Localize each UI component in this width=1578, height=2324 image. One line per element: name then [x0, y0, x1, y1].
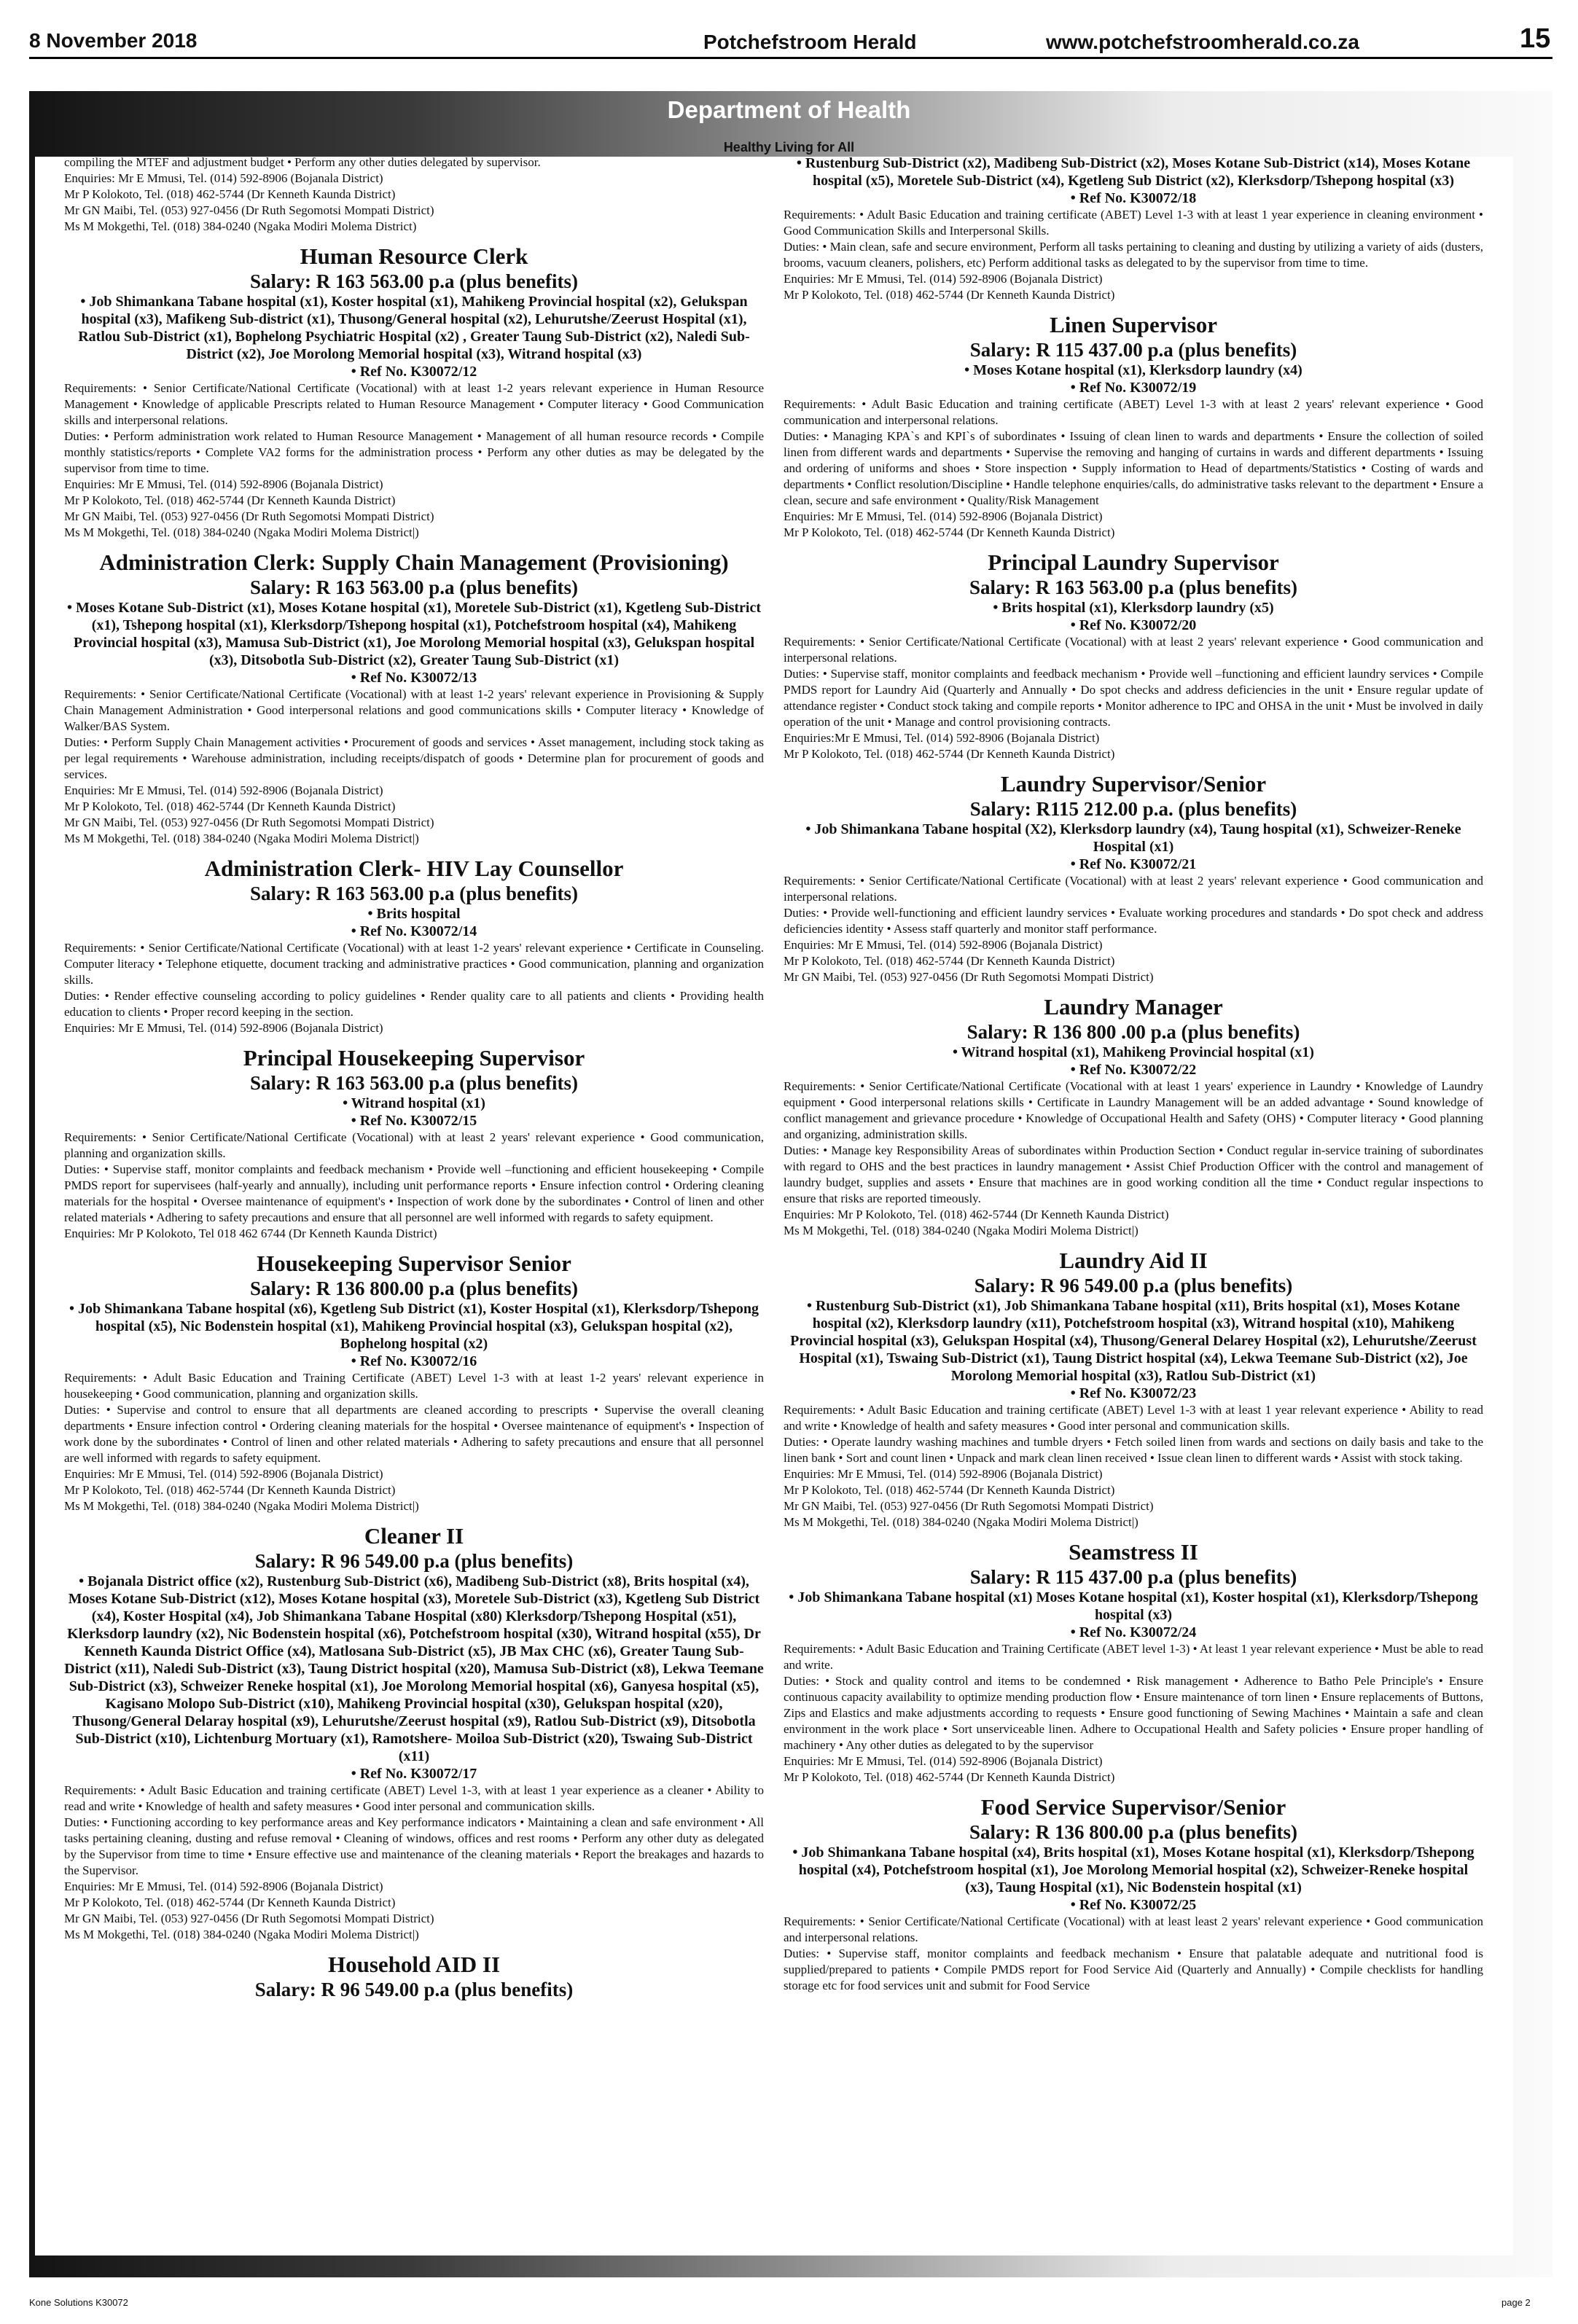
job-locations: • Witrand hospital (x1) — [343, 1095, 485, 1111]
enquiry-line: Mr GN Maibi, Tel. (053) 927-0456 (Dr Ruth Segomotsi Mompati District) — [64, 1912, 434, 1925]
enquiry-line: Mr GN Maibi, Tel. (053) 927-0456 (Dr Ruth Segomotsi Mompati District) — [64, 203, 434, 217]
job-salary: Salary: R 136 800.00 p.a (plus benefits) — [249, 1278, 579, 1299]
job-ref: • Ref No. K30072/12 — [351, 364, 477, 380]
job-salary: Salary: R 163 563.00 p.a (plus benefits) — [249, 883, 579, 904]
enquiry-line: Enquiries: Mr E Mmusi, Tel. (014) 592-8906 (Bojanala District) — [64, 1021, 383, 1035]
job-ref: • Ref No. K30072/14 — [351, 923, 477, 939]
job-requirements: Requirements: • Senior Certificate/National Certificate (Vocational) with at least 1-2 years' relevant experience • Certificate in Counseling. Computer literacy • Telephone etiquette, document tracking and administrative practices • Good communication, planning and organization skills. — [64, 941, 764, 987]
enquiry-line: Ms M Mokgethi, Tel. (018) 384-0240 (Ngaka Modiri Molema District) — [64, 219, 417, 233]
job-listing — [64, 856, 764, 1036]
enquiry-line: Ms M Mokgethi, Tel. (018) 384-0240 (Ngaka Modiri Molema District|) — [64, 832, 419, 845]
job-duties: Duties: • Operate laundry washing machines and tumble dryers • Fetch soiled linen from wards and sections on daily basis and take to the linen bank • Sort and count linen • Unpack and mark clean linen received • Issue clean linen to different wards • Assist with stock taking. — [784, 1435, 1483, 1465]
job-duties: Duties: • Stock and quality control and items to be condemned • Risk management • Adherence to Batho Pele Principle's • Ensure continuous capacity availability to optimize mending production flow • Ensure maintenance of torn linen • Ensure replacements of Buttons, Zips and Elastics and make adjustments according to requests • Ensure good functioning of Sewing Machines • Maintain a safe and clean environment in the work place • Sort unserviceable linen. Adhere to Occupational Health and Safety policies • Ensure proper handling of machinery • Any other duties as delegated to by the supervisor — [784, 1674, 1483, 1752]
enquiry-line: Mr P Kolokoto, Tel. (018) 462-5744 (Dr Kenneth Kaunda District) — [784, 288, 1115, 302]
job-salary: Salary: R 115 437.00 p.a (plus benefits) — [969, 1566, 1297, 1588]
enquiry-line: Mr P Kolokoto, Tel. (018) 462-5744 (Dr Kenneth Kaunda District) — [64, 799, 396, 813]
job-locations: • Job Shimankana Tabane hospital (x4), Brits hospital (x1), Moses Kotane hospital (x1), Klerksdorp/Tshepong hospital (x4), Potchefstroom hospital (x1), Joe Morolong Memorial hospital (x2), Schweizer-Reneke hospital (x3), Taung Hospital (x1), Nic Bodenstein hospital (x1) — [792, 1844, 1475, 1895]
job-locations: • Job Shimankana Tabane hospital (x6), Kgetleng Sub District (x1), Koster Hospital (x1), Klerksdorp/Tshepong hospital (x5), Nic Bodenstein hospital (x1), Mahikeng Provincial hospital (x3), Gelukspan hospital (x2), Bophelong hospital (x2) — [69, 1301, 759, 1352]
job-listing — [64, 1045, 764, 1242]
enquiry-line: Mr P Kolokoto, Tel. (018) 462-5744 (Dr Kenneth Kaunda District) — [784, 525, 1115, 539]
job-listing — [784, 312, 1483, 541]
job-title: Principal Laundry Supervisor — [988, 549, 1279, 575]
job-ref: • Ref No. K30072/23 — [1070, 1385, 1197, 1401]
enquiry-line: Mr P Kolokoto, Tel. (018) 462-5744 (Dr Kenneth Kaunda District) — [784, 747, 1115, 761]
job-duties: Duties: • Supervise staff, monitor complaints and feedback mechanism • Provide well –functioning and efficient laundry services • Compile PMDS report for Laundry Aid (Quarterly and Annually • Do spot checks and address deficiencies in the unit • Ensure regular update of attendance register • Conduct stock taking and compile reports • Monitor adherence to IPC and OHSA in the unit • Must be involved in daily operation of the unit • Manage and control provisioning contracts. — [784, 667, 1483, 729]
job-requirements: Requirements: • Senior Certificate/National Certificate (Vocational) with at least 1-2 years' relevant experience in Provisioning & Supply Chain Management Administration • Good interpersonal relations and good communications skills • Computer literacy • Knowledge of Walker/BAS System. — [64, 687, 764, 733]
job-title: Laundry Manager — [1044, 994, 1223, 1020]
job-duties: Duties: • Manage key Responsibility Areas of subordinates within Production Section • Conduct regular in-service training of subordinates with regard to OHS and the best practices in laundry management • Assist Chief Production Officer with the control and management of laundry budget, supplies and assets • Ensure that machines are in good working condition all the time • Conduct regular inspections to ensure that risks are reported timeously. — [784, 1143, 1483, 1205]
job-requirements: Requirements: • Senior Certificate/National Certificate (Vocational with at least 1 years' experience in Laundry • Knowledge of Laundry equipment • Good interpersonal relations skills • Certificate in Laundry Management will be an added advantage • Sound knowledge of conflict management and grievance procedure • Knowledge of Occupational Health and Safety (OHS) • Computer literacy • Good planning and organizing, administration skills. — [784, 1079, 1483, 1141]
job-duties: Duties: • Perform Supply Chain Management activities • Procurement of goods and services • Asset management, including stock taking as per legal requirements • Warehouse administration, including receipts/dispatch of goods • Determine plan for procurement of goods and services. — [64, 735, 764, 781]
job-requirements: Requirements: • Senior Certificate/National Certificate (Vocational) with at least 1-2 years relevant experience in Human Resource Management • Knowledge of applicable Prescripts related to Human Resource Management • Computer literacy • Good Communication skills and interpersonal relations. — [64, 381, 764, 427]
job-locations: • Brits hospital — [367, 906, 461, 922]
enquiry-line: Ms M Mokgethi, Tel. (018) 384-0240 (Ngaka Modiri Molema District|) — [784, 1224, 1138, 1237]
enquiry-line: Enquiries: Mr E Mmusi, Tel. (014) 592-8906 (Bojanala District) — [784, 1754, 1103, 1768]
job-listing — [784, 1248, 1483, 1530]
job-requirements: Requirements: • Adult Basic Education and Training Certificate (ABET) Level 1-3 with at least 1-2 years' relevant experience in housekeeping • Good communication, planning and organization skills. — [64, 1371, 764, 1401]
job-salary: Salary: R 136 800 .00 p.a (plus benefits) — [966, 1021, 1300, 1043]
job-salary: Salary: R 136 800.00 p.a (plus benefits) — [969, 1821, 1298, 1843]
job-requirements: Requirements: • Senior Certificate/National Certificate (Vocational) with at least least 2 years' relevant experience • Good communication and interpersonal relations. — [784, 1914, 1483, 1944]
job-locations: • Rustenburg Sub-District (x2), Madibeng Sub-District (x2), Moses Kotane Sub-District (x14), Moses Kotane hospital (x5), Moretele Sub-District (x4), Kgetleng Sub District (x2), Klerksdorp/Tshepong hospital (x3) — [796, 155, 1471, 189]
job-locations: • Bojanala District office (x2), Rustenburg Sub-District (x6), Madibeng Sub-District (x8), Brits hospital (x4), Moses Kotane Sub-District (x12), Moses Kotane hospital (x3), Moretele Sub-District (x3), Kgetleng Sub District (x4), Koster Hospital (x4), Job Shimankana Tabane Hospital (x80) Klerksdorp/Tshepong Hospital (x51), Klerksdorp laundry (x2), Nic Bodenstein hospital (x6), Potchefstroom hospital (x30), Witrand hospital (x55), Dr Kenneth Kaunda District Office (x4), Matlosana Sub-District (x5), JB Max CHC (x6), Greater Taung Sub-District (x11), Naledi Sub-District (x3), Taung District hospital (x20), Mamusa Sub-District (x8), Lekwa Teemane Sub-District (x3), Schweizer Reneke hospital (x1), Joe Morolong Memorial hospital (x6), Ganyesa hospital (x5), Kagisano Molopo Sub-District (x10), Mahikeng Provincial hospital (x30), Gelukspan hospital (x20), Thusong/General Delaray hospital (x9), Lehurutshe/Zeerust hospital (x9), Ratlou Sub-District (x9), Ditsobotla Sub-District (x10), Lichtenburg Mortuary (x1), Ramotshere- Moiloa Sub-District (x20), Tswaing Sub-District (x11) — [64, 1573, 764, 1764]
issue-date: 8 November 2018 — [29, 29, 198, 52]
enquiry-line: Mr GN Maibi, Tel. (053) 927-0456 (Dr Ruth Segomotsi Mompati District) — [64, 509, 434, 523]
job-salary: Salary: R 96 549.00 p.a (plus benefits) — [254, 1979, 574, 2000]
job-ref: • Ref No. K30072/15 — [351, 1113, 477, 1129]
enquiry-line: Enquiries: Mr E Mmusi, Tel. (014) 592-8906 (Bojanala District) — [64, 1467, 383, 1481]
enquiry-line: Enquiries: Mr E Mmusi, Tel. (014) 592-8906 (Bojanala District) — [64, 1879, 383, 1893]
job-listing — [784, 771, 1483, 985]
job-title: Cleaner II — [364, 1523, 464, 1549]
job-requirements: Requirements: • Adult Basic Education and training certificate (ABET) Level 1-3 with at least 1 year relevant experience • Ability to read and write • Knowledge of health and safety measures • Good inter personal and communication skills. — [784, 1403, 1483, 1433]
enquiry-line: Enquiries: Mr E Mmusi, Tel. (014) 592-8906 (Bojanala District) — [784, 272, 1103, 286]
job-locations: • Witrand hospital (x1), Mahikeng Provincial hospital (x1) — [953, 1044, 1314, 1060]
job-listing — [64, 1523, 764, 1943]
job-title: Principal Housekeeping Supervisor — [243, 1045, 585, 1071]
intro-text: compiling the MTEF and adjustment budget • Perform any other duties delegated by supervisor. — [64, 155, 541, 169]
job-listing — [64, 549, 764, 847]
job-ref: • Ref No. K30072/24 — [1070, 1624, 1197, 1640]
job-listing — [64, 1251, 764, 1514]
job-title: Housekeeping Supervisor Senior — [257, 1251, 571, 1276]
enquiry-line: Mr P Kolokoto, Tel. (018) 462-5744 (Dr Kenneth Kaunda District) — [64, 1895, 396, 1909]
enquiry-line: Enquiries: Mr E Mmusi, Tel. (014) 592-8906 (Bojanala District) — [64, 477, 383, 491]
job-salary: Salary: R 163 563.00 p.a (plus benefits) — [969, 576, 1298, 598]
enquiry-line: Enquiries: Mr E Mmusi, Tel. (014) 592-8906 (Bojanala District) — [784, 1467, 1103, 1481]
footer-page: page 2 — [1501, 2297, 1531, 2308]
job-title: Household AID II — [327, 1952, 501, 1977]
enquiry-line: Mr P Kolokoto, Tel. (018) 462-5744 (Dr Kenneth Kaunda District) — [64, 187, 396, 201]
enquiry-line: Mr P Kolokoto, Tel. (018) 462-5744 (Dr Kenneth Kaunda District) — [64, 493, 396, 507]
job-title: Administration Clerk- HIV Lay Counsellor — [204, 856, 624, 881]
job-ref: • Ref No. K30072/21 — [1070, 856, 1197, 872]
job-requirements: Requirements: • Senior Certificate/National Certificate (Vocational) with at least 2 years' relevant experience • Good communication, planning and organization skills. — [64, 1130, 764, 1160]
job-title: Administration Clerk: Supply Chain Management (Provisioning) — [99, 549, 729, 575]
enquiry-line: Mr GN Maibi, Tel. (053) 927-0456 (Dr Ruth Segomotsi Mompati District) — [784, 1499, 1154, 1513]
job-title: Seamstress II — [1069, 1539, 1198, 1565]
page-number: 15 — [1520, 23, 1551, 54]
enquiry-line: Enquiries: Mr P Kolokoto, Tel. (018) 462-5744 (Dr Kenneth Kaunda District) — [784, 1208, 1169, 1221]
enquiry-line: Mr P Kolokoto, Tel. (018) 462-5744 (Dr Kenneth Kaunda District) — [784, 1770, 1115, 1784]
job-salary: Salary: R 163 563.00 p.a (plus benefits) — [249, 1072, 579, 1094]
enquiry-line: Enquiries: Mr E Mmusi, Tel. (014) 592-8906 (Bojanala District) — [784, 509, 1103, 523]
job-ref: • Ref No. K30072/18 — [1070, 190, 1197, 206]
job-title: Laundry Aid II — [1059, 1248, 1208, 1273]
job-locations: • Job Shimankana Tabane hospital (x1) Moses Kotane hospital (x1), Koster hospital (x1), Klerksdorp/Tshepong hospital (x3) — [789, 1589, 1478, 1623]
job-salary: Salary: R 96 549.00 p.a (plus benefits) — [974, 1275, 1293, 1296]
newspaper-url[interactable]: www.potchefstroomherald.co.za — [1046, 31, 1359, 53]
job-ref: • Ref No. K30072/22 — [1070, 1062, 1197, 1078]
newspaper-name: Potchefstroom Herald — [703, 31, 917, 53]
enquiry-line: Mr P Kolokoto, Tel. (018) 462-5744 (Dr Kenneth Kaunda District) — [64, 1483, 396, 1497]
job-requirements: Requirements: • Adult Basic Education and training certificate (ABET) Level 1-3 with at least 1 year experience in cleaning environment • Good Communication Skills and Interpersonal Skills. — [784, 208, 1483, 238]
job-listing — [784, 1794, 1483, 1994]
enquiry-line: Mr GN Maibi, Tel. (053) 927-0456 (Dr Ruth Segomotsi Mompati District) — [64, 815, 434, 829]
job-locations: • Moses Kotane hospital (x1), Klerksdorp laundry (x4) — [964, 362, 1302, 378]
job-locations: • Brits hospital (x1), Klerksdorp laundry (x5) — [993, 600, 1274, 616]
enquiry-line: Enquiries: Mr E Mmusi, Tel. (014) 592-8906 (Bojanala District) — [64, 171, 383, 185]
footer-credit: Kone Solutions K30072 — [29, 2297, 128, 2308]
job-requirements: Requirements: • Senior Certificate/National Certificate (Vocational) with at least 2 years' relevant experience • Good communication and interpersonal relations. — [784, 635, 1483, 665]
job-listing — [784, 994, 1483, 1239]
enquiry-line: Mr P Kolokoto, Tel. (018) 462-5744 (Dr Kenneth Kaunda District) — [784, 954, 1115, 968]
enquiry-line: Ms M Mokgethi, Tel. (018) 384-0240 (Ngaka Modiri Molema District|) — [64, 525, 419, 539]
enquiry-line: Enquiries: Mr E Mmusi, Tel. (014) 592-8906 (Bojanala District) — [784, 938, 1103, 952]
job-listing — [784, 549, 1483, 762]
job-ref: • Ref No. K30072/17 — [351, 1766, 477, 1782]
job-requirements: Requirements: • Adult Basic Education and training certificate (ABET) Level 1-3 with at least 2 years' relevant experience • Good communication and interpersonal relations. — [784, 397, 1483, 427]
job-duties: Duties: • Managing KPA`s and KPI`s of subordinates • Issuing of clean linen to wards and departments • Ensure the collection of soiled linen from different wards and departments • Supervise the removing and hanging of curtains in wards and different departments • Issuing and ordering of uniforms and shoes • Store inspection • Supply information to Head of departments/Statistics • Costing of wards and departments • Conflict resolution/Discipline • Handle telephone enquiries/calls, do administrative tasks relevant to the department • Ensure a clean, secure and safe environment • Quality/Risk Management — [784, 429, 1483, 507]
job-ref: • Ref No. K30072/16 — [351, 1353, 477, 1369]
job-locations: • Job Shimankana Tabane hospital (X2), Klerksdorp laundry (x4), Taung hospital (x1), Schweizer-Reneke Hospital (x1) — [805, 821, 1461, 855]
right-column — [784, 154, 1483, 1994]
department-motto: Healthy Living for All — [723, 140, 855, 154]
job-duties: Duties: • Render effective counseling according to policy guidelines • Render quality care to all patients and clients • Providing health education to clients • Proper record keeping in the section. — [64, 989, 764, 1019]
enquiry-line: Ms M Mokgethi, Tel. (018) 384-0240 (Ngaka Modiri Molema District|) — [64, 1928, 419, 1941]
job-locations: • Moses Kotane Sub-District (x1), Moses Kotane hospital (x1), Moretele Sub-District (x1), Kgetleng Sub-District (x1), Tshepong hospital (x1), Klerksdorp/Tshepong hospital (x1), Potchefstroom hospital (x4), Mahikeng Provincial hospital (x3), Mamusa Sub-District (x1), Joe Morolong Memorial hospital (x3), Gelukspan hospital (x3), Ditsobotla Sub-District (x2), Greater Taung Sub-District (x1) — [66, 600, 762, 668]
job-salary: Salary: R115 212.00 p.a. (plus benefits) — [969, 798, 1297, 820]
job-listing — [784, 1539, 1483, 1785]
job-ref: • Ref No. K30072/25 — [1070, 1897, 1197, 1913]
job-locations: • Rustenburg Sub-District (x1), Job Shimankana Tabane hospital (x11), Brits hospital (x1), Moses Kotane hospital (x2), Klerksdorp laundry (x11), Potchefstroom hospital (x3), Witrand hospital (x10), Mahikeng Provincial hospital (x3), Gelukspan Hospital (x4), Thusong/General Delarey Hospital (x2), Lehurutshe/Zeerust Hospital (x1), Tswaing Sub-District (x1), Taung District hospital (x4), Lekwa Teemane Sub-District (x2), Joe Morolong Memorial hospital (x3), Ratlou Sub-District (x1) — [790, 1298, 1477, 1384]
job-locations: • Job Shimankana Tabane hospital (x1), Koster hospital (x1), Mahikeng Provincial hospital (x2), Gelukspan hospital (x3), Mafikeng Sub-district (x1), Thusong/General hospital (x2), Lehurutshe/Zeerust Hospital (x1), Ratlou Sub-District (x1), Bophelong Psychiatric Hospital (x2) , Greater Taung Sub-District (x2), Naledi Sub-District (x2), Joe Morolong Memorial hospital (x3), Witrand hospital (x3) — [78, 294, 750, 362]
job-title: Linen Supervisor — [1050, 312, 1217, 337]
enquiry-line: Enquiries: Mr E Mmusi, Tel. (014) 592-8906 (Bojanala District) — [64, 783, 383, 797]
left-column — [64, 154, 764, 2001]
job-requirements: Requirements: • Adult Basic Education and training certificate (ABET) Level 1-3, with at least 1 year experience as a cleaner • Ability to read and write • Knowledge of health and safety measures • Good inter personal and communication skills. — [64, 1783, 764, 1813]
job-ref: • Ref No. K30072/13 — [351, 670, 477, 686]
job-requirements: Requirements: • Senior Certificate/National Certificate (Vocational) with at least 2 years' relevant experience • Good communication and interpersonal relations. — [784, 874, 1483, 904]
job-duties: Duties: • Supervise staff, monitor complaints and feedback mechanism • Ensure that palatable adequate and nutritional food is supplied/prepared to patients • Compile PMDS report for Food Service Aid (Quarterly and Annually) • Compile checklists for handling storage etc for food services unit and submit for Food Service — [784, 1947, 1483, 1992]
enquiry-line: Ms M Mokgethi, Tel. (018) 384-0240 (Ngaka Modiri Molema District|) — [784, 1515, 1138, 1529]
job-salary: Salary: R 115 437.00 p.a (plus benefits) — [969, 339, 1297, 361]
job-salary: Salary: R 96 549.00 p.a (plus benefits) — [254, 1550, 574, 1572]
job-duties: Duties: • Supervise staff, monitor complaints and feedback mechanism • Provide well –functioning and efficient housekeeping • Compile PMDS report for supervisees (half-yearly and annually), including unit performance reports • Ensure infection control • Ordering cleaning materials for the hospital • Oversee maintenance of equipment's • Inspection of work done by the subordinates • Control of linen and other related materials • Adhering to safety precautions and ensure that all personnel are well informed with regards to safety equipment. — [64, 1162, 764, 1224]
job-duties: Duties: • Main clean, safe and secure environment, Perform all tasks pertaining to cleaning and dusting by utilizing a variety of aids (dusters, brooms, vacuum cleaners, polishers, etc) Perform additional tasks as delegated to by the supervisor from time to time. — [784, 240, 1483, 270]
job-duties: Duties: • Perform administration work related to Human Resource Management • Management of all human resource records • Compile monthly statistics/reports • Complete VA2 forms for the administration process • Perform any other duties as may be delegated by the supervisor from time to time. — [64, 429, 764, 475]
job-salary: Salary: R 163 563.00 p.a (plus benefits) — [249, 576, 579, 598]
job-duties: Duties: • Provide well-functioning and efficient laundry services • Evaluate working procedures and standards • Do spot check and address deficiencies identity • Assess staff quarterly and monitor staff performance. — [784, 906, 1483, 936]
job-title: Human Resource Clerk — [300, 243, 528, 269]
job-duties: Duties: • Functioning according to key performance areas and Key performance indicators • Maintaining a clean and safe environment • All tasks pertaining cleaning, dusting and refuse removal • Cleaning of windows, offices and rest rooms • Perform any other duty as delegated by the Supervisor from time to time • Ensure effective use and maintenance of the cleaning materials • Report the breakages and hazards to the Supervisor. — [64, 1815, 764, 1877]
enquiry-line: Enquiries: Mr P Kolokoto, Tel 018 462 6744 (Dr Kenneth Kaunda District) — [64, 1226, 437, 1240]
enquiry-line: Mr P Kolokoto, Tel. (018) 462-5744 (Dr Kenneth Kaunda District) — [784, 1483, 1115, 1497]
enquiry-line: Enquiries:Mr E Mmusi, Tel. (014) 592-8906 (Bojanala District) — [784, 731, 1100, 745]
intro-enquiries — [64, 171, 764, 235]
job-salary: Salary: R 163 563.00 p.a (plus benefits) — [249, 270, 579, 292]
header-rule — [29, 57, 1552, 59]
job-duties: Duties: • Supervise and control to ensure that all departments are cleaned according to prescripts • Supervise the overall cleaning departments • Ensure infection control • Ordering cleaning materials for the hospital • Oversee maintenance of equipment's • Inspection of work done by the subordinates • Control of linen and other related materials • Adhering to safety precautions and ensure that all personnel are well informed with regards to safety equipment. — [64, 1403, 764, 1465]
job-listing — [64, 1952, 764, 2001]
job-listing — [64, 243, 764, 541]
job-title: Laundry Supervisor/Senior — [1000, 771, 1267, 797]
job-ref: • Ref No. K30072/20 — [1070, 617, 1197, 633]
enquiry-line: Mr GN Maibi, Tel. (053) 927-0456 (Dr Ruth Segomotsi Mompati District) — [784, 970, 1154, 984]
job-ref: • Ref No. K30072/19 — [1070, 380, 1197, 396]
department-title: Department of Health — [667, 96, 911, 123]
job-requirements: Requirements: • Adult Basic Education and Training Certificate (ABET level 1-3) • At least 1 year relevant experience • Must be able to read and write. — [784, 1642, 1483, 1672]
job-title: Food Service Supervisor/Senior — [980, 1794, 1286, 1820]
enquiry-line: Ms M Mokgethi, Tel. (018) 384-0240 (Ngaka Modiri Molema District|) — [64, 1499, 419, 1513]
